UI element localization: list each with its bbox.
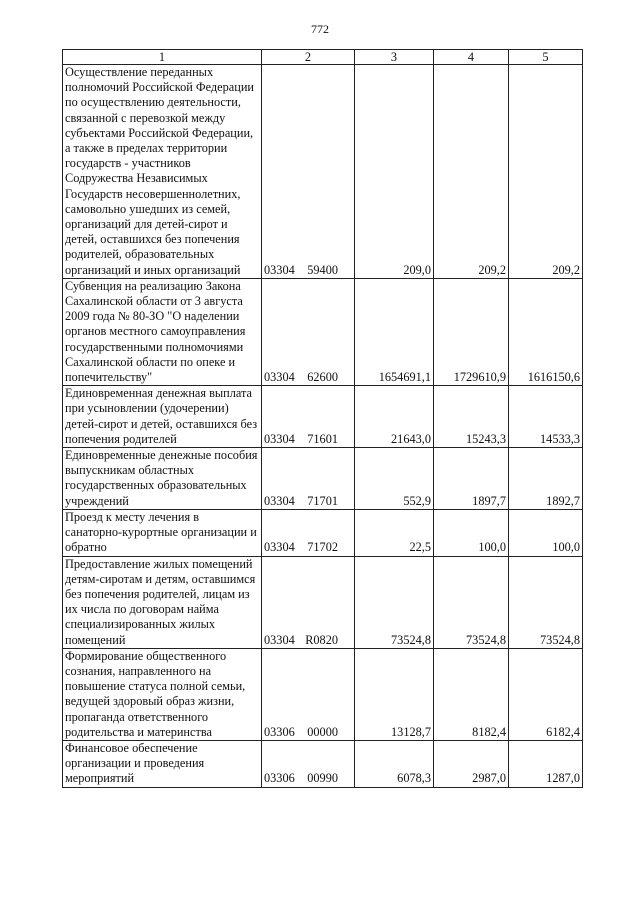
row-code-section: 03306	[264, 724, 295, 739]
table-row	[63, 740, 583, 787]
row-code	[262, 65, 355, 279]
row-code-section: 03306	[264, 771, 295, 786]
table-row	[63, 509, 583, 556]
row-name: Субвенция на реализацию Закона Сахалинской области от 3 августа 2009 года № 80-ЗО "О наделении органов местного самоуправления государственными полномочиями Сахалинской области по опеке и попечительству"	[63, 278, 262, 385]
row-value-v5: 1287,0	[509, 740, 583, 787]
row-value-v5: 6182,4	[509, 648, 583, 740]
row-code-item: 71701	[307, 493, 338, 508]
row-value-v3: 6078,3	[355, 740, 434, 787]
table-row	[63, 278, 583, 385]
row-name: Проезд к месту лечения в санаторно-курортные организации и обратно	[63, 509, 262, 556]
table-row	[63, 65, 583, 279]
row-value-v3: 21643,0	[355, 386, 434, 448]
table-row	[63, 386, 583, 448]
header-col-2: 2	[262, 50, 355, 65]
row-code-item: 71702	[307, 540, 338, 555]
table-row	[63, 448, 583, 510]
row-code-item: 62600	[307, 370, 338, 385]
row-code-section: 03304	[264, 493, 295, 508]
row-code-item: R0820	[305, 632, 338, 647]
budget-table	[62, 49, 583, 788]
row-value-v4: 2987,0	[434, 740, 509, 787]
row-value-v4: 73524,8	[434, 556, 509, 648]
row-code-section: 03304	[264, 431, 295, 446]
row-value-v4: 1729610,9	[434, 278, 509, 385]
row-name: Предоставление жилых помещений детям-сиротам и детям, оставшимся без попечения родителей, лицам из их числа по договорам найма специализированных жилых помещений	[63, 556, 262, 648]
row-value-v4: 100,0	[434, 509, 509, 556]
page-number: 772	[311, 22, 329, 36]
header-row	[63, 50, 583, 65]
row-value-v5: 209,2	[509, 65, 583, 279]
row-value-v5: 100,0	[509, 509, 583, 556]
row-value-v4: 15243,3	[434, 386, 509, 448]
row-value-v3: 73524,8	[355, 556, 434, 648]
row-code	[262, 386, 355, 448]
row-code	[262, 278, 355, 385]
table-row	[63, 648, 583, 740]
row-code-section: 03304	[264, 632, 295, 647]
row-code	[262, 448, 355, 510]
row-code-item: 00990	[307, 771, 338, 786]
row-code-item: 00000	[307, 724, 338, 739]
row-value-v3: 1654691,1	[355, 278, 434, 385]
row-code	[262, 556, 355, 648]
row-value-v4: 8182,4	[434, 648, 509, 740]
row-code-item: 71601	[307, 431, 338, 446]
row-code-item: 59400	[307, 262, 338, 277]
table-row	[63, 556, 583, 648]
row-value-v5: 14533,3	[509, 386, 583, 448]
row-value-v4: 1897,7	[434, 448, 509, 510]
row-code	[262, 648, 355, 740]
row-name: Единовременные денежные пособия выпускникам областных государственных образовательных учреждений	[63, 448, 262, 510]
row-code	[262, 740, 355, 787]
header-col-3: 3	[355, 50, 434, 65]
row-value-v3: 552,9	[355, 448, 434, 510]
row-value-v5: 1892,7	[509, 448, 583, 510]
row-value-v5: 73524,8	[509, 556, 583, 648]
row-value-v5: 1616150,6	[509, 278, 583, 385]
row-code-section: 03304	[264, 540, 295, 555]
row-value-v4: 209,2	[434, 65, 509, 279]
header-col-5: 5	[509, 50, 583, 65]
table-body	[63, 65, 583, 788]
row-code-section: 03304	[264, 370, 295, 385]
row-code-section: 03304	[264, 262, 295, 277]
row-value-v3: 209,0	[355, 65, 434, 279]
row-name: Единовременная денежная выплата при усыновлении (удочерении) детей-сирот и детей, оставшихся без попечения родителей	[63, 386, 262, 448]
row-code	[262, 509, 355, 556]
header-col-4: 4	[434, 50, 509, 65]
row-value-v3: 22,5	[355, 509, 434, 556]
row-name: Осуществление переданных полномочий Российской Федерации по осуществлению деятельности, связанной с перевозкой между субъектами Российской Федерации, а также в пределах территории государств - участников Содружества Независимых Государств несовершеннолетних, самовольно ушедших из семей, организаций для детей-сирот и детей, оставшихся без попечения родителей, образовательных организаций и иных организаций	[63, 65, 262, 279]
row-value-v3: 13128,7	[355, 648, 434, 740]
row-name: Формирование общественного сознания, направленного на повышение статуса полной семьи, ведущей здоровый образ жизни, пропаганда ответственного родительства и материнства	[63, 648, 262, 740]
row-name: Финансовое обеспечение организации и проведения мероприятий	[63, 740, 262, 787]
header-col-1: 1	[63, 50, 262, 65]
